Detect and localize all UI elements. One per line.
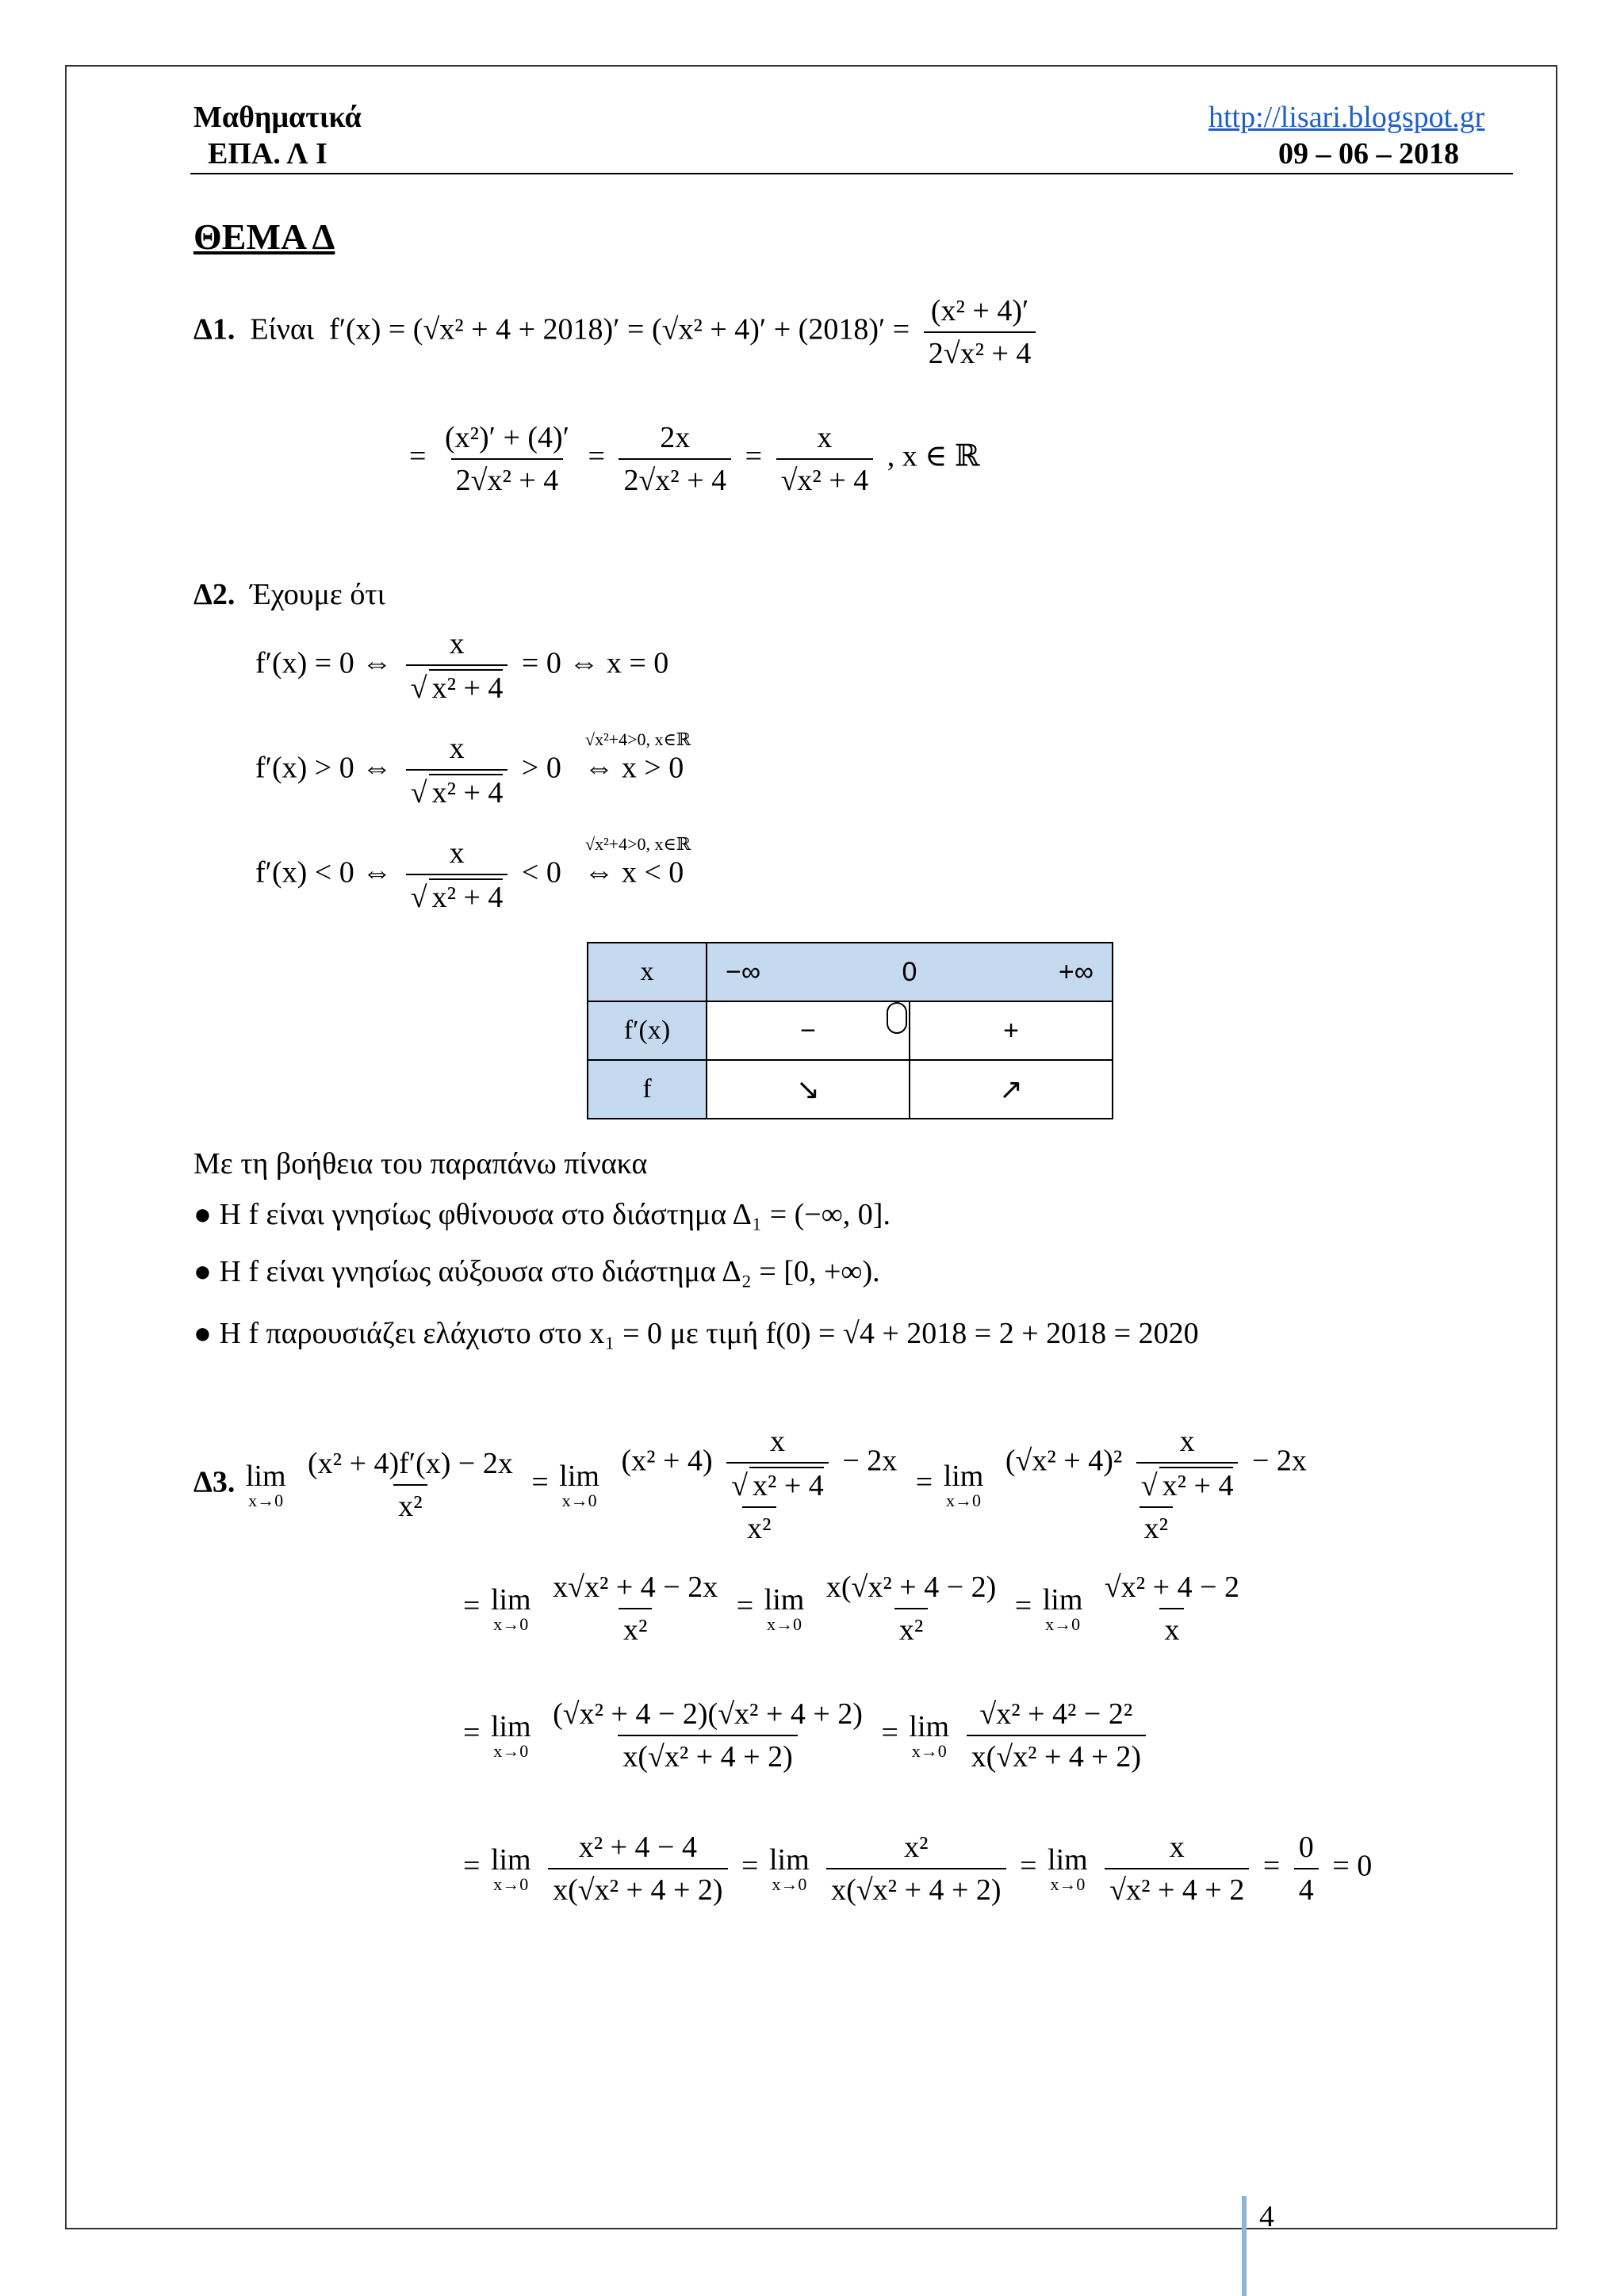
d2-eq3-condition: √x²+4>0, x∈ℝ	[585, 834, 691, 854]
d1-line1-den: 2√x² + 4	[924, 331, 1036, 371]
lim-sub: x→0	[911, 1741, 947, 1761]
lim-sub: x→0	[1045, 1614, 1081, 1634]
d3-l4-frac2	[826, 1830, 1005, 1908]
arrow-down-right-icon: ↘	[795, 1073, 821, 1105]
d3-l3-f2-num: √x² + 4² − 2²	[979, 1697, 1133, 1731]
d3-l3-f2-den: x(√x² + 4 + 2)	[967, 1735, 1146, 1774]
d1-line1-fraction	[924, 293, 1036, 371]
d1-eq-3: =	[745, 439, 763, 473]
d2-eq1-rhs: = 0 ⇔ x = 0	[521, 646, 669, 680]
d2-eq1-den	[406, 664, 508, 706]
d3-l1-f3-inner-frac	[1136, 1424, 1239, 1503]
d3-l3-f1-num: (√x² + 4 − 2)(√x² + 4 + 2)	[553, 1697, 863, 1731]
lim-text: lim	[1042, 1583, 1083, 1617]
x-plus-infinity: +∞	[1058, 956, 1094, 987]
d3-l1-eq2: =	[915, 1465, 933, 1499]
d3-l1-f3-radicand: x² + 4	[1159, 1467, 1234, 1503]
d3-l1-frac3	[1001, 1424, 1312, 1546]
d3-l3-eq1: =	[881, 1716, 898, 1750]
sign-table-f-header: f	[588, 1060, 707, 1119]
d3-l4-eq1: =	[741, 1849, 759, 1883]
d2-eq2-radicand: x² + 4	[429, 774, 504, 810]
d3-l2-frac2	[822, 1570, 1001, 1647]
f-monotonic-right	[910, 1060, 1113, 1119]
d2-help-text: Με τη βοήθεια του παραπάνω πίνακα	[193, 1147, 648, 1181]
lim-4	[491, 1582, 531, 1635]
d3-l1-frac1	[303, 1446, 518, 1524]
lim-text: lim	[768, 1843, 810, 1877]
d2-eq3-lhs: f′(x) < 0 ⇔	[255, 855, 393, 890]
d1-line2	[409, 420, 979, 498]
d3-l4-f1-den: x(√x² + 4 + 2)	[548, 1868, 727, 1908]
page-number: 4	[1259, 2200, 1274, 2233]
d2-eq2-lhs: f′(x) > 0 ⇔	[255, 751, 393, 785]
f-monotonic-left	[707, 1060, 910, 1119]
d3-l2-f2-num: x(√x² + 4 − 2)	[825, 1571, 997, 1604]
d1-eq-2: =	[588, 439, 605, 473]
lim-text: lim	[490, 1583, 531, 1617]
d3-l4-f3-den: √x² + 4 + 2	[1105, 1868, 1249, 1908]
d3-l2-f3-den: x	[1159, 1608, 1184, 1647]
d1-line2-domain: , x ∈ ℝ	[887, 439, 980, 473]
lim-6	[1043, 1582, 1083, 1635]
d2-header	[193, 577, 385, 612]
header-date: 09 – 06 – 2018	[1278, 137, 1459, 170]
lim-9	[491, 1843, 531, 1895]
lim-text: lim	[245, 1460, 286, 1493]
d1-line2-den2: 2√x² + 4	[619, 458, 731, 498]
d3-l4-frac4	[1294, 1830, 1319, 1908]
d3-l4-f1-num: x² + 4 − 4	[578, 1831, 697, 1864]
d3-l2-f2-den: x²	[894, 1608, 928, 1647]
d2-label: Δ2.	[193, 578, 236, 611]
lim-sub: x→0	[493, 1614, 529, 1634]
d1-line2-fraction-2	[619, 420, 731, 498]
x-zero: 0	[902, 956, 917, 987]
d3-l3-f1-den: x(√x² + 4 + 2)	[618, 1735, 797, 1774]
d3-l1-f2-num-a: (x² + 4)	[621, 1444, 713, 1478]
x-minus-infinity: −∞	[726, 956, 761, 987]
lim-text: lim	[943, 1460, 984, 1493]
d2-eq2-fraction	[406, 731, 508, 810]
header-url-link[interactable]: http://lisari.blogspot.gr	[1208, 101, 1485, 134]
d2-eq1-lhs: f′(x) = 0 ⇔	[255, 646, 393, 680]
d1-line1-num: (x² + 4)′	[930, 294, 1029, 327]
lim-sub: x→0	[561, 1490, 597, 1510]
d1-line1	[193, 293, 1042, 371]
lim-text: lim	[764, 1583, 805, 1617]
d3-line1	[193, 1424, 1318, 1546]
d3-l1-f2-inner-num: x	[769, 1425, 785, 1458]
d3-l1-f3-inner-num: x	[1179, 1425, 1195, 1458]
d3-label: Δ3.	[193, 1465, 236, 1499]
fprime-sign-left: −	[707, 1001, 910, 1060]
d2-eq1-num: x	[449, 627, 465, 660]
d2-eq3-den	[406, 874, 508, 915]
header-rule	[190, 173, 1513, 174]
d3-l4-eq2: =	[1020, 1849, 1037, 1883]
d1-line2-num3: x	[817, 421, 833, 454]
lim-5	[764, 1582, 805, 1635]
d3-l2-frac3	[1100, 1570, 1244, 1647]
d3-l2-eq0: =	[463, 1589, 481, 1623]
theme-title: ΘΕΜΑ Δ	[193, 216, 335, 257]
lim-sub: x→0	[248, 1490, 284, 1510]
d2-eq1	[255, 626, 668, 706]
sqrt-icon	[1141, 1469, 1158, 1502]
lim-2	[559, 1459, 599, 1511]
d2-eq2-condition: √x²+4>0, x∈ℝ	[585, 729, 691, 749]
header-class: ΕΠΑ. Λ Ι	[208, 137, 327, 170]
sign-table-row-fprime	[588, 1001, 1113, 1060]
d3-l1-f1-num: (x² + 4)f′(x) − 2x	[308, 1447, 513, 1480]
d1-label: Δ1.	[193, 312, 236, 346]
sign-table-x-header: x	[588, 943, 707, 1001]
d3-l2-frac1	[548, 1570, 722, 1647]
d3-l4-eq0: =	[463, 1849, 481, 1883]
d2-eq3-tail: ⇔ x < 0	[584, 855, 684, 890]
d2-bullet-2: ● Η f είναι γνησίως αύξουσα στο διάστημα Δ₂ = [0, +∞).	[193, 1255, 880, 1288]
d1-line1-lhs: f′(x) = (√x² + 4 + 2018)′ = (√x² + 4)′ + (2018)′ =	[329, 312, 910, 346]
d2-intro: Έχουμε ότι	[250, 578, 385, 611]
d2-eq2-rhs: > 0	[521, 751, 561, 785]
d2-eq2-den	[406, 769, 508, 810]
d3-l4-f2-num: x²	[904, 1831, 929, 1864]
lim-3	[944, 1459, 984, 1511]
d3-l1-eq1: =	[531, 1465, 549, 1499]
d3-l2-eq2: =	[1014, 1589, 1032, 1623]
lim-text: lim	[909, 1710, 950, 1743]
d3-l2-eq1: =	[736, 1589, 754, 1623]
d3-l1-f3-inner-den	[1136, 1462, 1239, 1503]
lim-11	[1048, 1843, 1088, 1895]
d3-l1-f2-inner-frac	[726, 1424, 829, 1503]
lim-sub: x→0	[1050, 1874, 1086, 1894]
d3-l1-f3-num-a: (√x² + 4)²	[1005, 1444, 1123, 1478]
lim-text: lim	[490, 1843, 531, 1877]
d3-l4-eq3: =	[1262, 1849, 1281, 1883]
d2-eq3-radicand: x² + 4	[429, 878, 504, 915]
d1-line2-den3: √x² + 4	[776, 458, 874, 498]
d3-l3-frac2	[967, 1697, 1146, 1774]
d3-l1-f3-num	[1001, 1424, 1312, 1506]
d3-l4-result: = 0	[1332, 1849, 1373, 1883]
d2-eq2-tail: ⇔ x > 0	[584, 751, 684, 785]
d1-line2-num2: 2x	[660, 421, 691, 454]
d3-l1-f3-num-b: − 2x	[1251, 1444, 1307, 1478]
d3-l1-f2-inner-den	[726, 1462, 829, 1503]
d2-eq3-num: x	[449, 836, 465, 870]
d2-bullet-3: ● Η f παρουσιάζει ελάχιστο στο x₁ = 0 με τιμή f(0) = √4 + 2018 = 2 + 2018 = 2020	[193, 1317, 1199, 1350]
d1-line2-fraction-3	[776, 420, 874, 498]
d3-l1-f3-den: x²	[1139, 1506, 1173, 1546]
sqrt-icon	[411, 672, 427, 705]
zero-circle-icon	[887, 1002, 907, 1034]
d3-l4-f4-num: 0	[1298, 1831, 1314, 1864]
lim-8	[909, 1709, 949, 1762]
d1-intro: Είναι	[250, 312, 315, 346]
d3-l4-f2-den: x(√x² + 4 + 2)	[826, 1868, 1005, 1908]
d2-eq3-fraction	[406, 836, 508, 915]
sqrt-icon	[411, 776, 427, 809]
d2-eq2-num: x	[449, 732, 465, 765]
sign-table-fprime-header: f′(x)	[588, 1001, 707, 1060]
sign-table	[587, 942, 1113, 1119]
lim-10	[769, 1843, 810, 1895]
d1-line2-num1: (x²)′ + (4)′	[444, 421, 570, 454]
d3-l3-eq0: =	[463, 1716, 481, 1750]
d3-l2-f1-num: x√x² + 4 − 2x	[553, 1571, 718, 1604]
sqrt-icon	[731, 1469, 748, 1502]
lim-sub: x→0	[493, 1874, 529, 1894]
d3-l3-frac1	[548, 1697, 868, 1774]
lim-1	[246, 1459, 286, 1511]
d1-line2-den1: 2√x² + 4	[451, 458, 564, 498]
lim-text: lim	[490, 1710, 531, 1743]
lim-text: lim	[559, 1460, 599, 1493]
page-number-bar	[1242, 2196, 1247, 2296]
lim-text: lim	[1048, 1843, 1088, 1877]
sqrt-icon	[411, 881, 427, 914]
lim-sub: x→0	[493, 1741, 529, 1761]
d3-line3	[463, 1697, 1152, 1774]
d3-l1-f2-radicand: x² + 4	[749, 1467, 824, 1503]
d3-l4-frac3	[1105, 1830, 1249, 1908]
d1-eq-1: =	[409, 439, 427, 473]
fprime-sign-right: +	[910, 1001, 1113, 1060]
sign-table-x-values	[707, 943, 1113, 1001]
d3-l4-f4-den: 4	[1294, 1868, 1319, 1908]
d3-l2-f1-den: x²	[619, 1608, 652, 1647]
d3-line2	[463, 1570, 1251, 1647]
lim-sub: x→0	[772, 1874, 807, 1894]
sign-table-row-f	[588, 1060, 1113, 1119]
lim-sub: x→0	[946, 1490, 982, 1510]
d3-l4-f3-num: x	[1169, 1831, 1185, 1864]
d3-l1-frac2	[616, 1424, 902, 1546]
d2-bullet-1: ● Η f είναι γνησίως φθίνουσα στο διάστημα Δ₁ = (−∞, 0].	[193, 1198, 891, 1231]
arrow-up-right-icon: ↗	[998, 1073, 1024, 1105]
d3-l1-f2-num	[616, 1424, 902, 1506]
d3-line4	[463, 1830, 1372, 1908]
lim-sub: x→0	[767, 1614, 802, 1634]
d3-l1-f1-den: x²	[393, 1484, 427, 1524]
d3-l2-f3-num: √x² + 4 − 2	[1104, 1571, 1240, 1604]
d3-l4-frac1	[548, 1830, 727, 1908]
d3-l1-f2-num-b: − 2x	[842, 1444, 898, 1478]
d2-eq3-rhs: < 0	[521, 855, 561, 890]
d1-line2-fraction-1	[440, 420, 574, 498]
lim-7	[491, 1709, 531, 1762]
header-subject: Μαθηματικά	[193, 101, 362, 134]
d2-eq1-fraction	[406, 626, 508, 706]
d2-eq1-radicand: x² + 4	[429, 669, 504, 706]
sign-table-row-x	[588, 943, 1113, 1001]
d3-l1-f2-den: x²	[742, 1506, 776, 1546]
